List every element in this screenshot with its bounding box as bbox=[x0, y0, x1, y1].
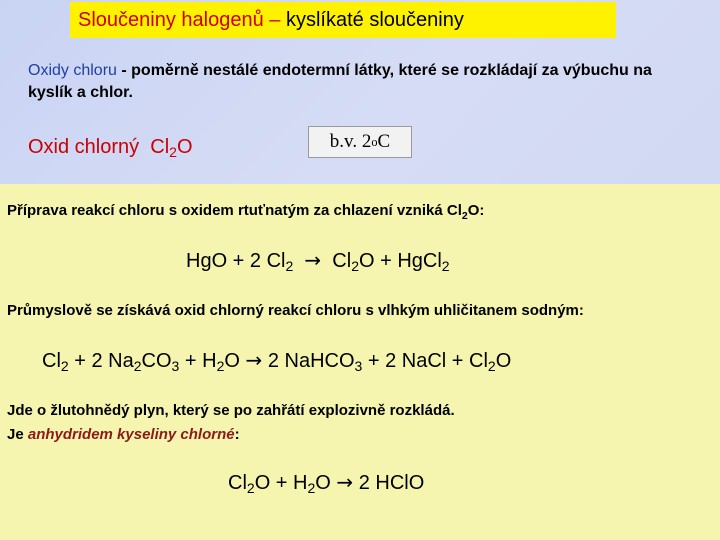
eq2-f: 2 NaHCO bbox=[262, 350, 355, 372]
eq2-s1: 2 bbox=[60, 358, 69, 374]
eq2-s3: 3 bbox=[171, 358, 180, 374]
eq1-s1: 2 bbox=[285, 258, 294, 274]
eq2-c: CO bbox=[141, 350, 172, 372]
equation-3 bbox=[228, 470, 424, 496]
arrow-icon: → bbox=[336, 470, 354, 494]
intro-paragraph bbox=[28, 60, 688, 104]
eq3-a: Cl bbox=[228, 472, 247, 494]
eq3-s1: 2 bbox=[246, 480, 255, 496]
bv-unit: C bbox=[377, 131, 391, 152]
eq1-s3: 2 bbox=[441, 258, 450, 274]
equation-2 bbox=[42, 348, 511, 374]
desc-line2-a: Je bbox=[7, 426, 28, 443]
eq2-h: O bbox=[495, 350, 512, 372]
description-line-1: Jde o žlutohnědý plyn, který se po zahřátí explozivně rozkládá. bbox=[7, 402, 455, 419]
eq1-s2: 2 bbox=[351, 258, 359, 274]
oxide-name: Oxid chlorný bbox=[28, 136, 140, 158]
bv-degree: o bbox=[371, 134, 378, 149]
industry-text: Průmyslově se získává oxid chlorný reakcí chloru s vlhkým uhličitanem sodným: bbox=[7, 302, 584, 319]
oxide-formula-b: O bbox=[176, 136, 193, 158]
title-dash: – bbox=[263, 8, 286, 31]
title-main: Sloučeniny halogenů bbox=[78, 8, 264, 31]
description-line-2 bbox=[7, 426, 240, 443]
eq3-d: 2 HClO bbox=[353, 472, 425, 494]
eq2-s6: 2 bbox=[487, 358, 496, 374]
page-title bbox=[70, 9, 464, 32]
eq3-s2: 2 bbox=[307, 480, 316, 496]
oxide-formula-a: Cl bbox=[150, 136, 170, 158]
eq2-g: + 2 NaCl + Cl bbox=[362, 350, 488, 372]
arrow-icon: → bbox=[245, 348, 263, 372]
oxide-heading bbox=[28, 136, 193, 160]
desc-line2-b: : bbox=[234, 426, 240, 443]
prep-text-b: O: bbox=[467, 202, 485, 219]
eq1-b: Cl bbox=[332, 250, 352, 272]
eq2-s2: 2 bbox=[133, 358, 142, 374]
prep-sub: 2 bbox=[461, 210, 468, 222]
anhydride-highlight: anhydridem kyseliny chlorné bbox=[27, 426, 235, 443]
bv-label: b.v. 2 bbox=[329, 131, 372, 152]
eq3-c: O bbox=[315, 472, 337, 494]
eq2-s4: 2 bbox=[216, 358, 225, 374]
eq3-b: O + H bbox=[254, 472, 308, 494]
preparation-text bbox=[7, 202, 484, 222]
title-sub: kyslíkaté sloučeniny bbox=[285, 8, 464, 31]
eq2-e: O bbox=[224, 350, 246, 372]
boiling-point-box bbox=[308, 126, 412, 158]
eq1-c: O + HgCl bbox=[358, 250, 442, 272]
eq2-a: Cl bbox=[42, 350, 61, 372]
arrow-icon: → bbox=[304, 248, 322, 272]
eq2-b: + 2 Na bbox=[68, 350, 134, 372]
intro-rest: - poměrně nestálé endotermní látky, které se rozkládají za výbuchu na kyslík a chlor. bbox=[28, 62, 652, 101]
eq1-a: HgO + 2 Cl bbox=[186, 250, 286, 272]
eq2-d: + H bbox=[179, 350, 217, 372]
intro-lead: Oxidy chloru bbox=[28, 62, 117, 79]
prep-text-a: Příprava reakcí chloru s oxidem rtuťnatým za chlazení vzniká Cl bbox=[7, 202, 462, 219]
eq2-s5: 3 bbox=[354, 358, 363, 374]
content-panel bbox=[0, 184, 720, 540]
equation-1 bbox=[186, 248, 450, 274]
oxide-formula-sub: 2 bbox=[169, 144, 177, 160]
title-banner bbox=[70, 2, 616, 38]
